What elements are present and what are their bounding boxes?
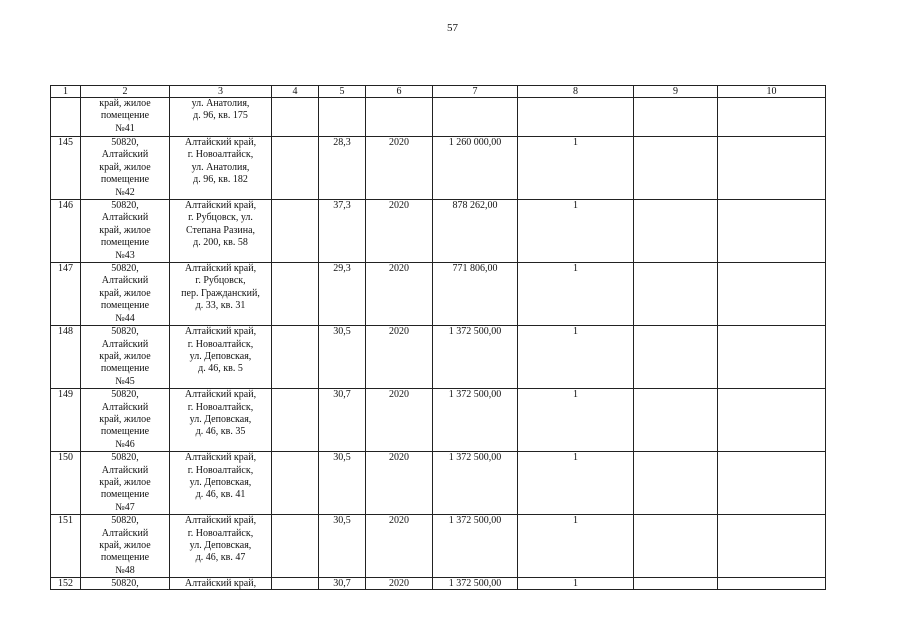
cell-number: 148 [51, 326, 81, 389]
cell-number: 151 [51, 515, 81, 578]
cell-number [51, 98, 81, 137]
header-col-9: 9 [634, 86, 718, 98]
cell-object-name-line: помещение [100, 237, 150, 249]
cell-address [170, 137, 272, 200]
cell-col-4 [272, 200, 319, 263]
cell-address-line: ул. Деповская, [189, 476, 252, 488]
cell-col-10 [718, 200, 826, 263]
cell-col-9 [634, 389, 718, 452]
cell-col-8: 1 [518, 515, 634, 578]
cell-object-name [81, 452, 170, 515]
cell-object-name-line: помещение [100, 300, 150, 312]
cell-address-line: Алтайский край, [184, 200, 257, 212]
cell-object-name-line: Алтайский [101, 212, 149, 224]
header-col-4: 4 [272, 86, 319, 98]
cell-col-8: 1 [518, 263, 634, 326]
cell-col-9 [634, 515, 718, 578]
cell-object-name-line: №44 [115, 312, 135, 324]
cell-address-line: Алтайский край, [184, 137, 257, 148]
cell-area: 30,7 [319, 578, 366, 590]
cell-object-name-line: край, жилое [99, 287, 151, 299]
cell-object-name-line: помещение [100, 174, 150, 186]
cell-address [170, 389, 272, 452]
cell-col-8: 1 [518, 389, 634, 452]
cell-address-line: д. 46, кв. 47 [195, 552, 246, 564]
table-row [51, 578, 826, 590]
cell-address-line: Степана Разина, [185, 224, 256, 236]
cell-address-line: д. 96, кв. 175 [193, 110, 248, 122]
cell-col-9 [634, 200, 718, 263]
cell-address-line: д. 46, кв. 5 [198, 363, 243, 375]
cell-number: 150 [51, 452, 81, 515]
cell-object-name [81, 515, 170, 578]
cell-address-line: г. Новоалтайск, [187, 401, 254, 413]
cell-price: 878 262,00 [433, 200, 518, 263]
property-table [50, 85, 826, 590]
cell-object-name-line: 50820, [111, 137, 139, 148]
header-col-5: 5 [319, 86, 366, 98]
table-row [51, 98, 826, 137]
cell-address [170, 98, 272, 137]
cell-price: 1 372 500,00 [433, 515, 518, 578]
cell-year: 2020 [366, 137, 433, 200]
cell-object-name [81, 98, 170, 137]
cell-object-name-line: №45 [115, 375, 135, 387]
table-row [51, 263, 826, 326]
cell-year: 2020 [366, 200, 433, 263]
cell-col-4 [272, 515, 319, 578]
cell-col-8: 1 [518, 137, 634, 200]
cell-object-name-line: №43 [115, 249, 135, 261]
cell-col-8: 1 [518, 452, 634, 515]
cell-col-4 [272, 137, 319, 200]
cell-object-name-line: Алтайский [101, 464, 149, 476]
table-row [51, 326, 826, 389]
cell-object-name-line: помещение [100, 552, 150, 564]
cell-object-name-line: 50820, [111, 263, 139, 275]
cell-address-line: г. Новоалтайск, [187, 527, 254, 539]
cell-object-name [81, 200, 170, 263]
cell-object-name-line: помещение [100, 489, 150, 501]
page-number: 57 [447, 22, 458, 34]
header-col-1: 1 [51, 86, 81, 98]
cell-year [366, 98, 433, 137]
cell-object-name [81, 326, 170, 389]
cell-col-10 [718, 137, 826, 200]
cell-object-name-line: 50820, [111, 326, 139, 338]
cell-object-name-line: 50820, [111, 578, 139, 590]
cell-object-name-line: №46 [115, 438, 135, 450]
cell-number: 149 [51, 389, 81, 452]
cell-address-line: д. 33, кв. 31 [195, 300, 246, 312]
cell-price: 1 260 000,00 [433, 137, 518, 200]
cell-area: 30,7 [319, 389, 366, 452]
cell-col-4 [272, 578, 319, 590]
cell-object-name [81, 263, 170, 326]
cell-number: 145 [51, 137, 81, 200]
cell-col-10 [718, 326, 826, 389]
table-row [51, 200, 826, 263]
cell-area: 37,3 [319, 200, 366, 263]
cell-price: 771 806,00 [433, 263, 518, 326]
cell-area: 30,5 [319, 515, 366, 578]
cell-object-name-line: Алтайский [101, 275, 149, 287]
cell-object-name [81, 137, 170, 200]
cell-object-name-line: край, жилое [99, 540, 151, 551]
cell-address-line: Алтайский край, [184, 389, 257, 401]
cell-col-9 [634, 326, 718, 389]
header-col-2: 2 [81, 86, 170, 98]
cell-object-name-line: край, жилое [99, 161, 151, 173]
table-row [51, 137, 826, 200]
header-col-7: 7 [433, 86, 518, 98]
cell-object-name-line: край, жилое [99, 476, 151, 488]
cell-col-8: 1 [518, 200, 634, 263]
cell-price [433, 98, 518, 137]
cell-object-name [81, 389, 170, 452]
cell-col-4 [272, 452, 319, 515]
cell-number: 146 [51, 200, 81, 263]
cell-price: 1 372 500,00 [433, 326, 518, 389]
table-row [51, 515, 826, 578]
cell-address [170, 263, 272, 326]
header-col-10: 10 [718, 86, 826, 98]
cell-year: 2020 [366, 389, 433, 452]
cell-object-name-line: помещение [100, 363, 150, 375]
cell-year: 2020 [366, 452, 433, 515]
header-col-3: 3 [170, 86, 272, 98]
cell-object-name-line: 50820, [111, 452, 139, 464]
cell-col-10 [718, 263, 826, 326]
cell-address-line: ул. Деповская, [189, 540, 252, 551]
cell-year: 2020 [366, 263, 433, 326]
cell-address-line: Алтайский край, [184, 263, 257, 275]
cell-col-10 [718, 515, 826, 578]
cell-address [170, 578, 272, 590]
cell-object-name-line: Алтайский [101, 149, 149, 161]
cell-address-line: ул. Анатолия, [191, 98, 250, 109]
cell-price: 1 372 500,00 [433, 452, 518, 515]
cell-col-9 [634, 452, 718, 515]
cell-col-10 [718, 98, 826, 137]
cell-object-name-line: край, жилое [99, 98, 151, 109]
cell-address-line: пер. Гражданский, [181, 287, 260, 299]
cell-address-line: д. 46, кв. 41 [195, 489, 246, 501]
cell-object-name-line: №42 [115, 186, 135, 198]
cell-col-10 [718, 389, 826, 452]
cell-col-4 [272, 263, 319, 326]
cell-object-name-line: 50820, [111, 200, 139, 212]
cell-address [170, 200, 272, 263]
cell-object-name [81, 578, 170, 590]
cell-object-name-line: край, жилое [99, 413, 151, 425]
cell-object-name-line: край, жилое [99, 350, 151, 362]
cell-address-line: Алтайский край, [184, 578, 257, 590]
cell-col-8: 1 [518, 326, 634, 389]
cell-object-name-line: №48 [115, 564, 135, 576]
cell-area: 29,3 [319, 263, 366, 326]
cell-col-8: 1 [518, 578, 634, 590]
cell-col-8 [518, 98, 634, 137]
cell-address-line: Алтайский край, [184, 452, 257, 464]
cell-area: 30,5 [319, 452, 366, 515]
cell-number: 147 [51, 263, 81, 326]
cell-object-name-line: Алтайский [101, 401, 149, 413]
cell-col-9 [634, 263, 718, 326]
cell-object-name-line: 50820, [111, 389, 139, 401]
cell-object-name-line: 50820, [111, 515, 139, 527]
cell-col-10 [718, 452, 826, 515]
header-row [51, 86, 826, 98]
cell-price: 1 372 500,00 [433, 578, 518, 590]
cell-address [170, 326, 272, 389]
cell-address [170, 515, 272, 578]
cell-object-name-line: №47 [115, 501, 135, 513]
cell-address-line: Алтайский край, [184, 326, 257, 338]
cell-address-line: г. Новоалтайск, [187, 464, 254, 476]
cell-address-line: ул. Деповская, [189, 413, 252, 425]
cell-col-9 [634, 578, 718, 590]
cell-col-4 [272, 326, 319, 389]
cell-address-line: д. 200, кв. 58 [193, 237, 248, 249]
cell-address-line: г. Рубцовск, [195, 275, 246, 287]
cell-col-10 [718, 578, 826, 590]
cell-address-line: г. Новоалтайск, [187, 338, 254, 350]
cell-object-name-line: помещение [100, 426, 150, 438]
cell-year: 2020 [366, 515, 433, 578]
cell-object-name-line: №41 [115, 122, 135, 134]
cell-year: 2020 [366, 578, 433, 590]
cell-address-line: д. 96, кв. 182 [193, 174, 248, 186]
cell-address-line: ул. Анатолия, [191, 161, 250, 173]
cell-col-9 [634, 98, 718, 137]
cell-col-4 [272, 389, 319, 452]
cell-col-9 [634, 137, 718, 200]
cell-year: 2020 [366, 326, 433, 389]
cell-object-name-line: край, жилое [99, 224, 151, 236]
table-row [51, 452, 826, 515]
cell-object-name-line: Алтайский [101, 527, 149, 539]
cell-address-line: ул. Деповская, [189, 350, 252, 362]
cell-address-line: Алтайский край, [184, 515, 257, 527]
cell-area: 28,3 [319, 137, 366, 200]
cell-object-name-line: Алтайский [101, 338, 149, 350]
cell-address-line: д. 46, кв. 35 [195, 426, 246, 438]
cell-address [170, 452, 272, 515]
cell-address-line: г. Рубцовск, ул. [188, 212, 253, 224]
table-header [51, 86, 826, 98]
cell-address-line: г. Новоалтайск, [187, 149, 254, 161]
table-body [51, 98, 826, 590]
header-col-8: 8 [518, 86, 634, 98]
table-row [51, 389, 826, 452]
cell-number: 152 [51, 578, 81, 590]
cell-col-4 [272, 98, 319, 137]
header-col-6: 6 [366, 86, 433, 98]
cell-price: 1 372 500,00 [433, 389, 518, 452]
cell-object-name-line: помещение [100, 110, 150, 122]
cell-area: 30,5 [319, 326, 366, 389]
cell-area [319, 98, 366, 137]
